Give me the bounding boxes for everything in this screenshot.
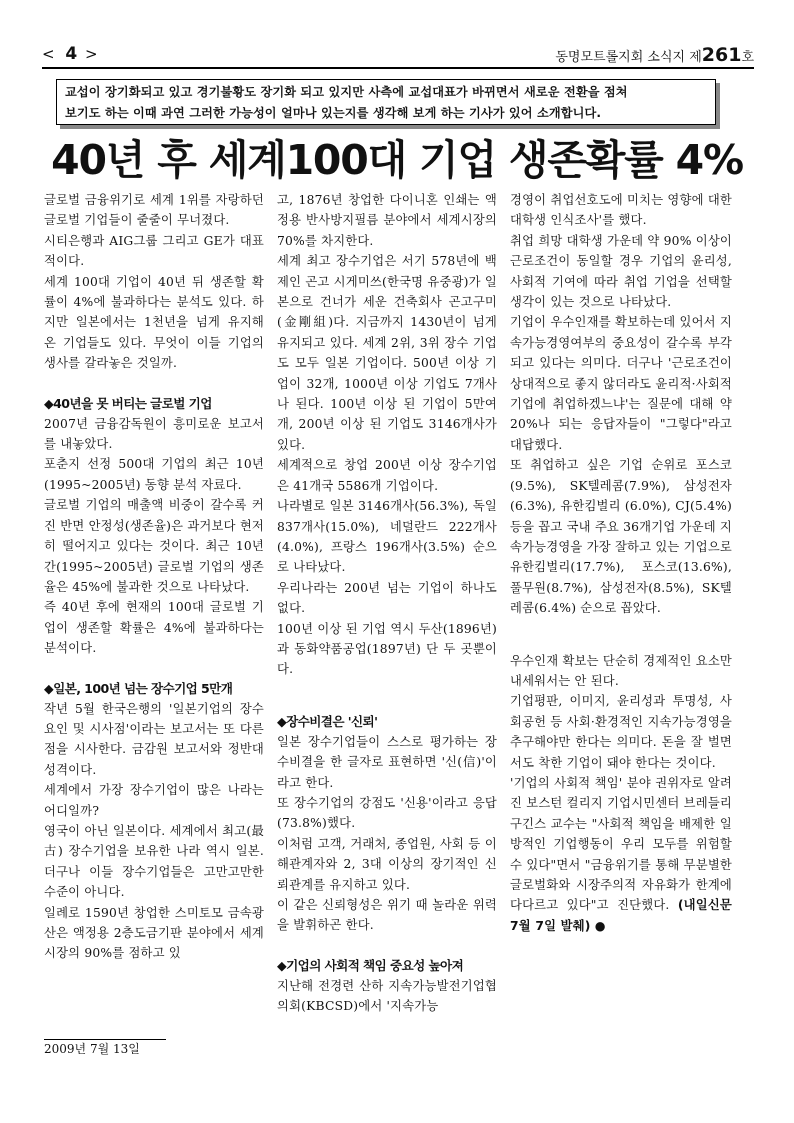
paragraph: 취업 희망 대학생 가운데 약 90% 이상이 근로조건이 동일할 경우 기업의 윤리성, 사회적 기여에 따라 취업 기업을 선택할 생각이 있는 것으로 나타났다. [510,233,732,310]
issue-date: 2009년 7월 13일 [44,1042,140,1056]
paragraph: 세계 최고 장수기업은 서기 578년에 백제인 곤고 시게미쓰(한국명 유중광)가 일본으로 건너가 세운 건축회사 곤고구미(金剛組)다. 지금까지 1430년이 넘게 유지되고 있다. 세계 2위, 3위 장수 기업도 모두 일본 기업이다. 500년 이상 기업이 32개, 1000년 이상 기업도 7개사나 된다. 100년 이상 된 기업이 5만여개, 200년 이상 된 기업도 3146개사가 있다. [277,254,497,452]
paragraph: 기업이 우수인재를 확보하는데 있어서 지속가능경영여부의 중요성이 갈수록 부각되고 있다는 의미다. 더구나 '근로조건이 상대적으로 좋지 않더라도 윤리적·사회적 기업에 취업하겠느냐'는 질문에 대해 약 20%나 되는 응답자들이 "그렇다"라고 대답했다. [510,315,732,452]
paragraph: 기업평판, 이미지, 윤리성과 투명성, 사회공헌 등 사회·환경적인 지속가능경영을 추구해야만 한다는 의미다. 돈을 잘 벌면서도 착한 기업이 돼야 한다는 것이다. [510,694,732,770]
issue-suffix: 호 [741,50,754,65]
paragraph: 이처럼 고객, 거래처, 종업원, 사회 등 이해관계자와 2, 3대 이상의 장기적인 신뢰관계를 유지하고 있다. [277,836,497,892]
paragraph: 100년 이상 된 기업 역시 두산(1896년)과 동화약품공업(1897년) 단 두 곳뿐이다. [277,621,497,677]
intro-line-2: 보기도 하는 이때 과연 그러한 가능성이 얼마나 있는지를 생각해 보게 하는 기사가 있어 소개합니다. [65,106,602,120]
article-column-2 [277,190,497,1017]
paragraph [510,773,732,936]
section-heading: ◆40년을 못 버티는 글로벌 기업 [44,395,212,411]
page-number-value: 4 [65,44,78,64]
section-heading: ◆장수비결은 '신뢰' [277,713,378,729]
section-heading: ◆일본, 100년 넘는 장수기업 5만개 [44,680,233,696]
paragraph: 2007년 금융감독원이 흥미로운 보고서를 내놓았다. [44,416,264,452]
paragraph: 또 장수기업의 강점도 '신용'이라고 응답(73.8%)했다. [277,795,497,831]
article-column-3 [510,190,732,936]
article-source: (내일신문 7월 7일 발췌) [510,898,732,933]
paragraph-text: '기업의 사회적 책임' 분야 권위자로 알려진 보스턴 컬리지 기업시민센터 브레들리 구긴스 교수는 "사회적 책임을 배제한 일방적인 기업행동이 우리 모두를 위험할 수 있다"면서 "금융위기를 통해 무분별한 글로벌화와 시장주의적 자유화가 한계에 다다르고 있다"고 진단했다. [510,775,732,913]
paragraph: 즉 40년 후에 현재의 100대 글로벌 기업이 생존할 확률은 4%에 불과하다는 분석이다. [44,600,264,656]
paragraph: 세계적으로 창업 200년 이상 장수기업은 41개국 5586개 기업이다. [277,458,497,493]
end-mark: ● [594,917,606,933]
issue-number: 261 [701,44,742,66]
paragraph: 작년 5월 한국은행의 '일본기업의 장수요인 및 시사점'이라는 보고서는 또 다른 점을 시사한다. 금감원 보고서와 정반대 성격이다. [44,701,264,777]
paragraph: 포춘지 선정 500대 기업의 최근 10년(1995~2005년) 동향 분석 자료다. [44,457,264,492]
paragraph: 시티은행과 AIG그룹 그리고 GE가 대표적이다. [44,233,264,269]
paragraph: 일본 장수기업들이 스스로 평가하는 장수비결을 한 글자로 표현하면 '신(信)'이라고 한다. [277,734,497,790]
paragraph: 글로벌 금융위기로 세계 1위를 자랑하던 글로벌 기업들이 줄줄이 무너졌다. [44,193,264,228]
paragraph: 경영이 취업선호도에 미치는 영향에 대한 대학생 인식조사'를 했다. [510,193,732,228]
paragraph: 이 같은 신뢰형성은 위기 때 놀라운 위력을 발휘하곤 한다. [277,898,497,933]
intro-box [56,79,716,125]
paragraph: 일례로 1590년 창업한 스미토모 금속광산은 액정용 2층도금기판 분야에서 세계시장의 90%를 점하고 있 [44,905,264,961]
paragraph: 글로벌 기업의 매출액 비중이 갈수록 커진 반면 안정성(생존율)은 과거보다 현저히 떨어지고 있다는 것이다. 최근 10년간(1995~2005년) 글로벌 기업의 생존율은 45%에 불과한 것으로 나타났다. [44,498,264,594]
publication-name: 동명모트롤지회 소식지 제 [555,50,702,65]
paragraph: 고, 1876년 창업한 다이니혼 인쇄는 액정용 반사방지필름 분야에서 세계시장의 70%를 차지한다. [277,193,497,248]
page-header [42,40,754,66]
paragraph: 세계 100대 기업이 40년 뒤 생존할 확률이 4%에 불과하다는 분석도 있다. 하지만 일본에서는 1천년을 넘게 유지해 온 기업들도 있다. 무엇이 이들 기업의 생사를 갈라놓은 것일까. [44,274,264,371]
section-heading: ◆기업의 사회적 책임 중요성 높아져 [277,957,464,973]
article-headline: 40년 후 세계100대 기업 생존확률 4% [51,136,743,184]
publication-title [555,44,754,66]
paragraph: 영국이 아닌 일본이다. 세계에서 최고(最古) 장수기업을 보유한 나라 역시 일본. 더구나 이들 장수기업들은 고만고만한 수준이 아니다. [44,823,264,900]
page-number-prefix: < [42,45,66,63]
page-number [42,44,101,64]
paragraph: 우수인재 확보는 단순히 경제적인 요소만 내세워서는 안 된다. [510,653,732,688]
paragraph: 세계에서 가장 장수기업이 많은 나라는 어디일까? [44,783,264,818]
header-rule [42,67,754,69]
paragraph: 또 취업하고 싶은 기업 순위로 포스코(9.5%), SK텔레콤(7.9%), 삼성전자(6.3%), 유한킴벌리 (6.0%), CJ(5.4%) 등을 꼽고 국내 주요 36개기업 가운데 지속가능경영을 가장 잘하고 있는 기업으로 유한킴벌리(17.7%), 포스코(13.6%), 풀무원(8.7%), 삼성전자(8.5%), SK텔레콤(6.4%) 순으로 꼽았다. [510,458,732,616]
article-column-1 [44,190,264,964]
page-number-suffix: > [77,45,101,63]
intro-line-1: 교섭이 장기화되고 있고 경기불황도 장기화 되고 있지만 사측에 교섭대표가 바뀌면서 새로운 전환을 점쳐 [65,85,628,99]
paragraph: 지난해 전경련 산하 지속가능발전기업협의회(KBCSD)에서 '지속가능 [277,978,497,1014]
paragraph: 나라별로 일본 3146개사(56.3%), 독일 837개사(15.0%), 네덜란드 222개사(4.0%), 프랑스 196개사(3.5%) 순으로 나타났다. [277,499,497,575]
paragraph: 우리나라는 200년 넘는 기업이 하나도 없다. [277,580,497,616]
